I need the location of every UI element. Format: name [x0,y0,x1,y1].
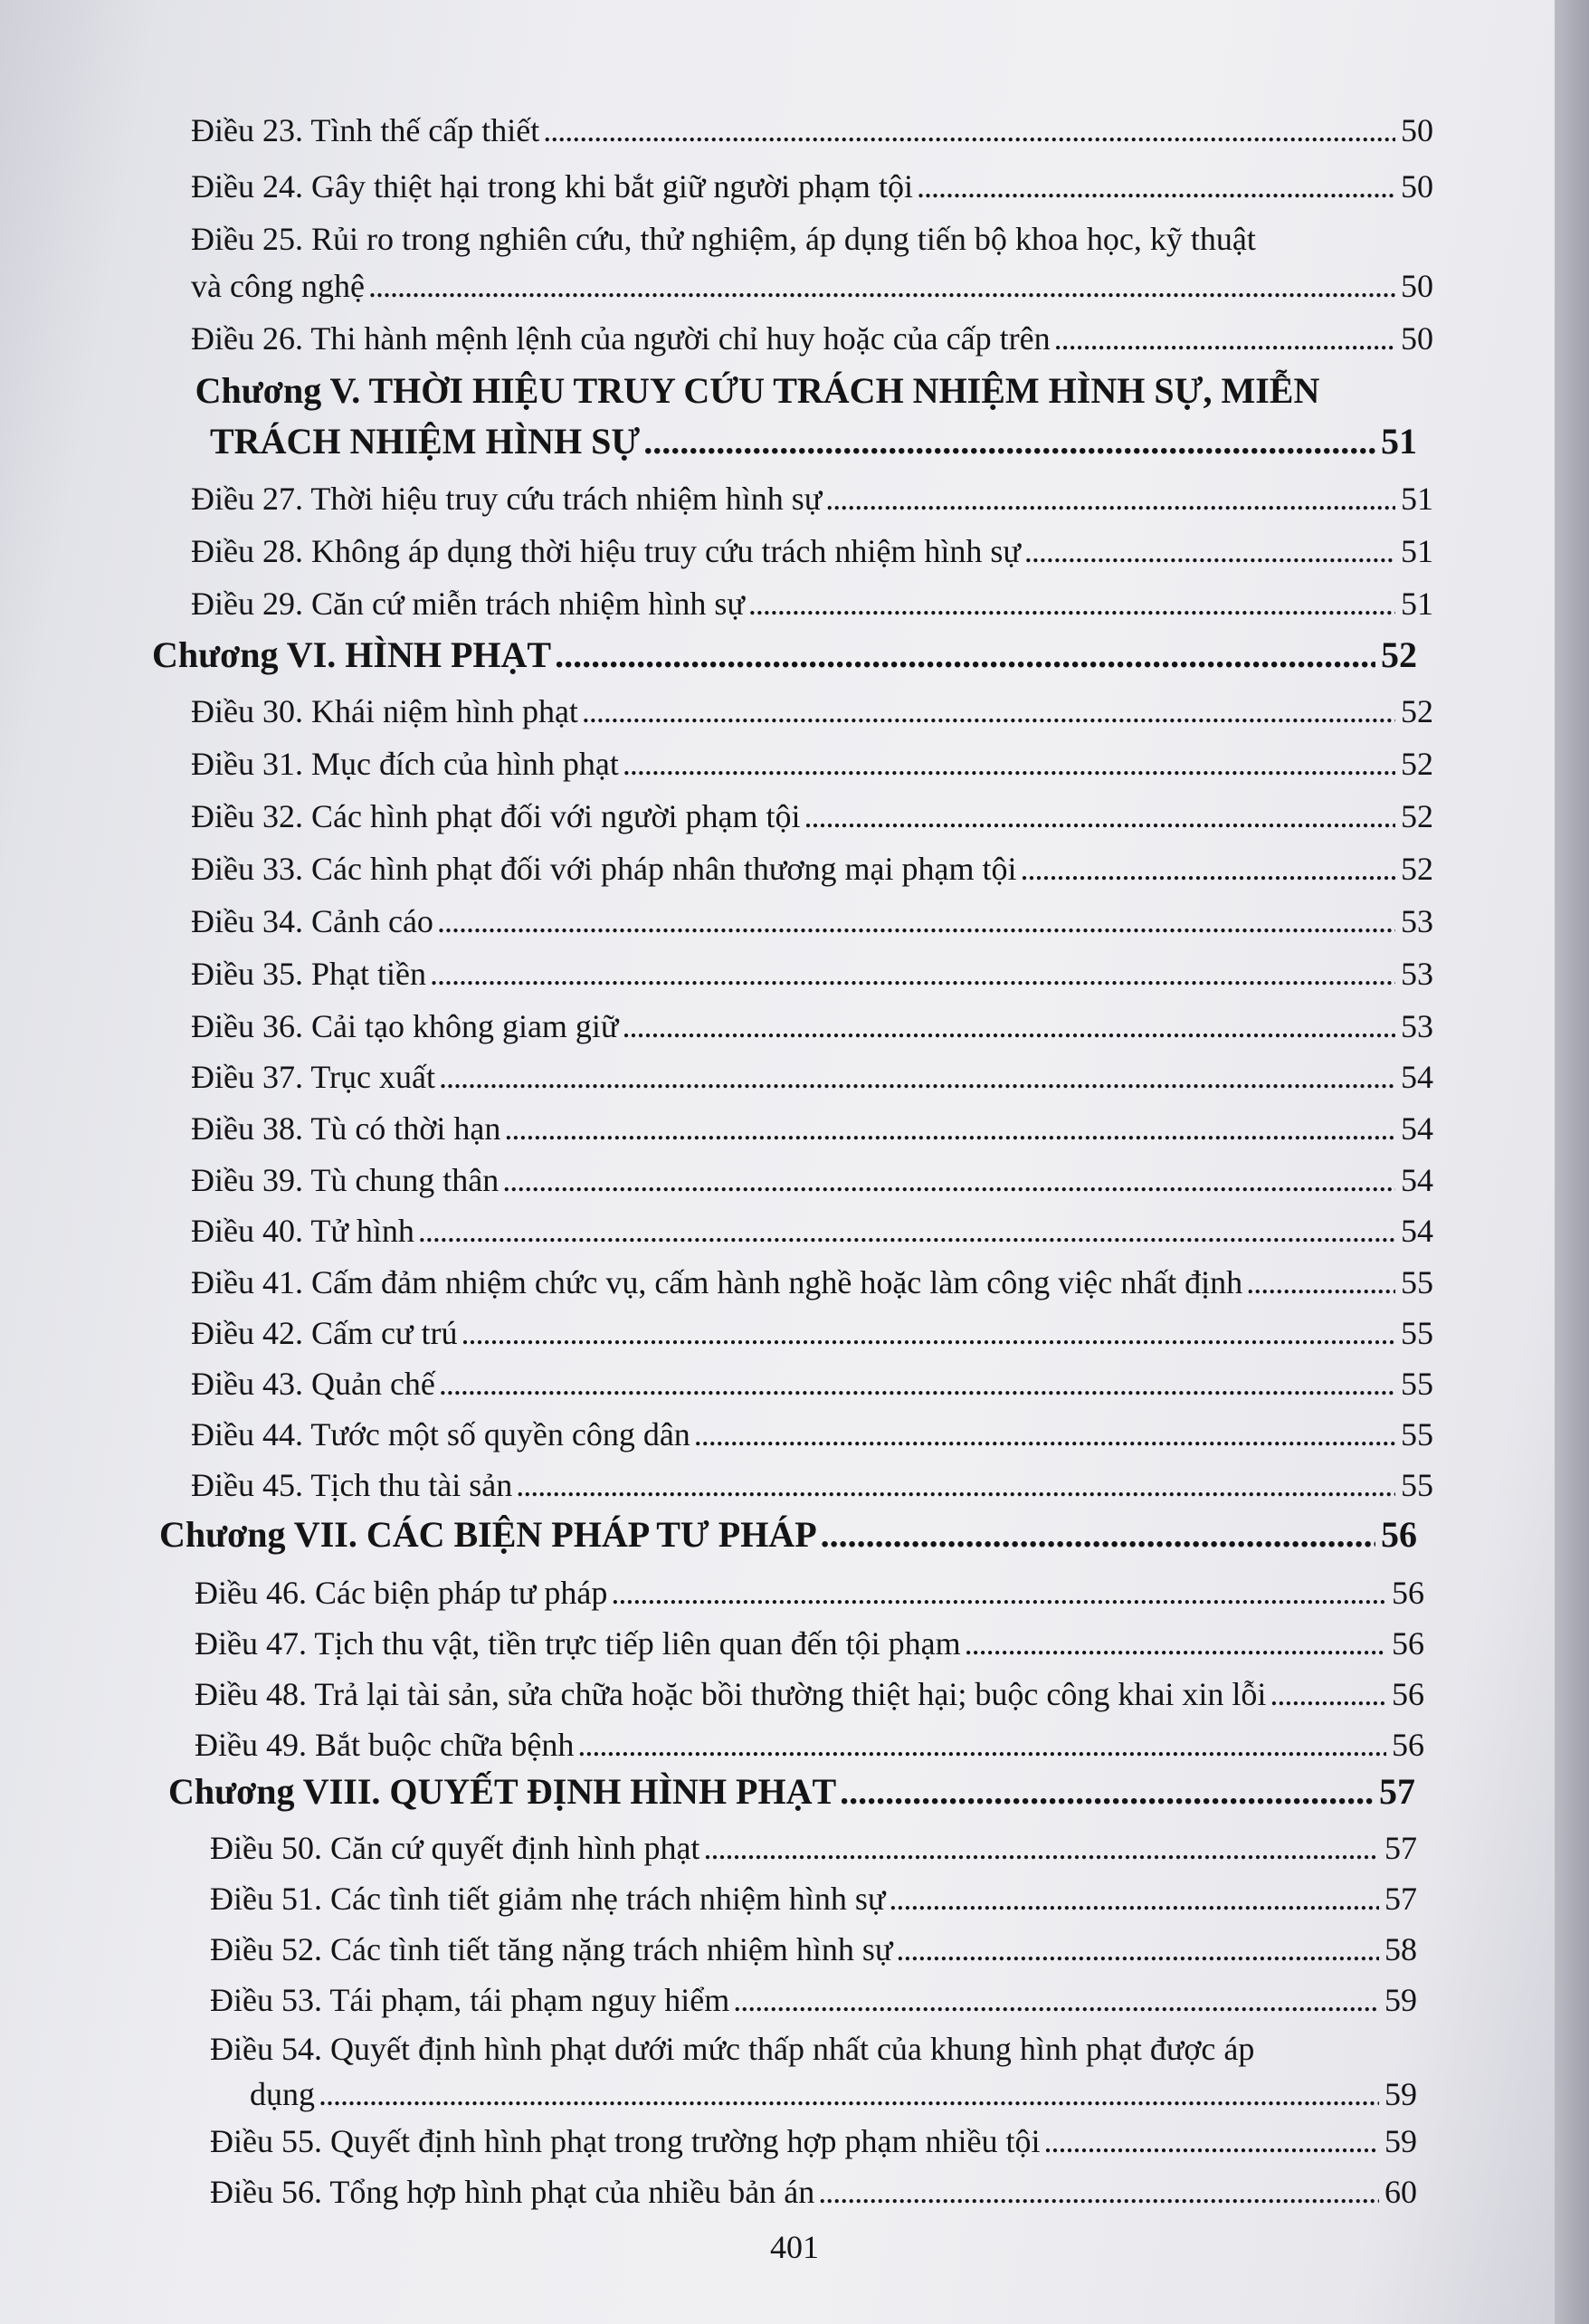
toc-label: dụng [250,2076,315,2112]
toc-page-number: 56 [1392,1727,1424,1763]
toc-entry-art47[interactable] [195,1622,1424,1665]
toc-entry-art25-line1[interactable] [191,217,1433,261]
toc-label: Điều 24. Gây thiệt hại trong khi bắt giữ người phạm tội [191,168,913,205]
toc-page-number: 52 [1401,746,1433,782]
toc-page-number: 57 [1384,1830,1417,1866]
toc-entry-art46[interactable] [195,1571,1424,1614]
toc-page-number: 54 [1401,1162,1433,1198]
toc-page-number: 50 [1401,112,1433,148]
page-edge [1555,0,1589,2324]
toc-page-number: 51 [1401,481,1433,517]
toc-page-number: 56 [1381,1514,1417,1555]
chapter-title: TRÁCH NHIỆM HÌNH SỰ [210,421,641,462]
toc-page-number: 52 [1401,798,1433,834]
toc-page-number: 58 [1384,1931,1417,1967]
toc-entry-art34[interactable] [191,900,1433,943]
toc-page-number: 52 [1401,851,1433,887]
chapter-title: Chương VII. CÁC BIỆN PHÁP TƯ PHÁP [159,1514,817,1555]
toc-chapter-5[interactable] [210,420,1417,463]
toc-page-number: 56 [1392,1575,1424,1611]
toc-entry-art49[interactable] [195,1723,1424,1767]
leader-dots [622,1005,1395,1048]
toc-label: và công nghệ [191,268,365,304]
toc-entry-art39[interactable] [191,1158,1433,1202]
toc-page-number: 57 [1384,1881,1417,1917]
leader-dots [896,1928,1379,1971]
toc-label: Điều 50. Căn cứ quyết định hình phạt [210,1830,700,1866]
toc-label: Điều 45. Tịch thu tài sản [191,1467,513,1503]
toc-page-number: 53 [1401,956,1433,992]
leader-dots [461,1311,1395,1355]
toc-page-number: 52 [1401,693,1433,729]
leader-dots [577,1723,1386,1767]
toc-page-number: 52 [1381,634,1417,675]
leader-dots [840,1770,1374,1814]
toc-page-number: 55 [1401,1264,1433,1300]
toc-entry-art56[interactable] [210,2170,1417,2214]
leader-dots [543,109,1395,152]
toc-label: Điều 28. Không áp dụng thời hiệu truy cứu trách nhiệm hình sự [191,533,1021,569]
toc-chapter-7[interactable] [159,1513,1417,1557]
toc-label: Điều 39. Tù chung thân [191,1162,500,1198]
toc-label: Điều 29. Căn cứ miễn trách nhiệm hình sự [191,586,745,622]
toc-label: Điều 56. Tổng hợp hình phạt của nhiều bản án [210,2174,815,2210]
toc-page-number: 51 [1381,421,1417,462]
toc-entry-art50[interactable] [210,1826,1417,1870]
leader-dots [825,477,1395,520]
leader-dots [430,952,1395,995]
toc-label: Điều 31. Mục đích của hình phạt [191,746,619,782]
leader-dots [804,795,1395,838]
toc-page-number: 60 [1384,2174,1417,2210]
leader-dots [1020,847,1395,891]
chapter-title: Chương VIII. QUYẾT ĐỊNH HÌNH PHẠT [168,1771,837,1812]
toc-page-number: 50 [1401,320,1433,357]
toc-page-number: 50 [1401,168,1433,205]
toc-page-number: 56 [1392,1676,1424,1712]
toc-page-number: 54 [1401,1059,1433,1095]
leader-dots [439,1055,1395,1099]
toc-label: Điều 55. Quyết định hình phạt trong trường hợp phạm nhiều tội [210,2123,1041,2159]
toc-entry-art30[interactable] [191,690,1433,733]
leader-dots [889,1877,1379,1920]
toc-label: Điều 27. Thời hiệu truy cứu trách nhiệm hình sự [191,481,823,517]
leader-dots [965,1622,1386,1665]
leader-dots [1270,1672,1386,1716]
toc-label: Điều 40. Tử hình [191,1213,414,1249]
toc-entry-art38[interactable] [191,1107,1433,1150]
toc-entry-art36[interactable] [191,1005,1433,1048]
toc-entry-art55[interactable] [210,2119,1417,2163]
toc-page-number: 59 [1384,2123,1417,2159]
toc-page-number: 54 [1401,1213,1433,1249]
toc-label: Điều 36. Cải tạo không giam giữ [191,1008,619,1044]
toc-page-number: 57 [1379,1771,1415,1812]
toc-page-number: 56 [1392,1625,1424,1662]
toc-entry-art53[interactable] [210,1978,1417,2022]
toc-label: Điều 42. Cấm cư trú [191,1315,458,1351]
toc-label: Điều 33. Các hình phạt đối với pháp nhân thương mại phạm tội [191,851,1017,887]
leader-dots [917,165,1395,208]
toc-chapter-6[interactable] [152,633,1417,677]
toc-entry-art26[interactable] [191,317,1433,360]
leader-dots [818,2170,1379,2214]
toc-page-number: 59 [1384,1982,1417,2018]
leader-dots [418,1209,1395,1252]
leader-dots [1024,529,1395,573]
leader-dots [1054,317,1395,360]
toc-entry-art54[interactable] [250,2072,1417,2116]
toc-label: Điều 25. Rủi ro trong nghiên cứu, thử nghiệm, áp dụng tiến bộ khoa học, kỹ thuật [191,221,1256,257]
leader-dots [733,1978,1379,2022]
leader-dots [821,1513,1375,1557]
page-number-footer: 401 [770,2229,819,2265]
toc-entry-art48[interactable] [195,1672,1424,1716]
toc-entry-art32[interactable] [191,795,1433,838]
toc-label: Điều 43. Quản chế [191,1366,435,1402]
toc-label: Điều 47. Tịch thu vật, tiền trực tiếp liên quan đến tội phạm [195,1625,961,1662]
leader-dots [516,1463,1395,1507]
leader-dots [502,1158,1395,1202]
leader-dots [643,420,1375,463]
leader-dots [437,900,1395,943]
toc-entry-art25[interactable] [191,264,1433,308]
toc-entry-art31[interactable] [191,742,1433,786]
leader-dots [555,633,1375,677]
toc-entry-art24[interactable] [191,165,1433,208]
leader-dots [703,1826,1379,1870]
toc-label: Điều 35. Phạt tiền [191,956,426,992]
toc-label: Điều 54. Quyết định hình phạt dưới mức thấp nhất của khung hình phạt được áp [210,2031,1255,2067]
toc-label: Điều 44. Tước một số quyền công dân [191,1416,690,1452]
leader-dots [582,690,1395,733]
toc-label: Điều 41. Cấm đảm nhiệm chức vụ, cấm hành nghề hoặc làm công việc nhất định [191,1264,1243,1300]
toc-page-number: 55 [1401,1315,1433,1351]
toc-page-number: 59 [1384,2076,1417,2112]
toc-chapter-5-line1[interactable] [152,369,1363,413]
toc-label: Điều 46. Các biện pháp tư pháp [195,1575,608,1611]
toc-entry-art44[interactable] [191,1413,1433,1456]
chapter-title: Chương V. THỜI HIỆU TRUY CỨU TRÁCH NHIỆM HÌNH SỰ, MIỄN [195,370,1320,411]
toc-entry-art45[interactable] [191,1463,1433,1507]
toc-label: Điều 48. Trả lại tài sản, sửa chữa hoặc bồi thường thiệt hại; buộc công khai xin lỗi [195,1676,1267,1712]
leader-dots [611,1571,1386,1614]
toc-label: Điều 32. Các hình phạt đối với người phạm tội [191,798,801,834]
toc-entry-art42[interactable] [191,1311,1433,1355]
chapter-title: Chương VI. HÌNH PHẠT [152,634,552,675]
leader-dots [368,264,1395,308]
toc-entry-art43[interactable] [191,1362,1433,1405]
toc-entry-art23[interactable] [191,109,1433,152]
toc-entry-art54-line1[interactable] [210,2027,1417,2071]
toc-page-number: 51 [1401,586,1433,622]
leader-dots [623,742,1395,786]
toc-page-number: 55 [1401,1416,1433,1452]
toc-page-number: 53 [1401,1008,1433,1044]
toc-page-number: 51 [1401,533,1433,569]
toc-entry-art27[interactable] [191,477,1433,520]
toc-label: Điều 37. Trục xuất [191,1059,435,1095]
toc-label: Điều 30. Khái niệm hình phạt [191,693,578,729]
toc-label: Điều 49. Bắt buộc chữa bệnh [195,1727,575,1763]
toc-label: Điều 34. Cảnh cáo [191,903,433,939]
toc-entry-art40[interactable] [191,1209,1433,1252]
toc-entry-art41[interactable] [191,1261,1433,1304]
toc-entry-art51[interactable] [210,1877,1417,1920]
leader-dots [1043,2119,1379,2163]
toc-page-number: 50 [1401,268,1433,304]
leader-dots [504,1107,1395,1150]
toc-entry-art37[interactable] [191,1055,1433,1099]
toc-chapter-8[interactable] [168,1770,1415,1814]
toc-entry-art52[interactable] [210,1928,1417,1971]
leader-dots [748,582,1395,625]
toc-entry-art29[interactable] [191,582,1433,625]
toc-label: Điều 53. Tái phạm, tái phạm nguy hiểm [210,1982,730,2018]
toc-entry-art35[interactable] [191,952,1433,995]
toc-page-number: 54 [1401,1110,1433,1147]
leader-dots [439,1362,1395,1405]
toc-label: Điều 51. Các tình tiết giảm nhẹ trách nhiệm hình sự [210,1881,886,1917]
leader-dots [1246,1261,1395,1304]
leader-dots [319,2072,1379,2116]
toc-entry-art28[interactable] [191,529,1433,573]
toc-label: Điều 26. Thi hành mệnh lệnh của người chỉ huy hoặc của cấp trên [191,320,1051,357]
leader-dots [694,1413,1395,1456]
toc-page-number: 53 [1401,903,1433,939]
toc-label: Điều 52. Các tình tiết tăng nặng trách nhiệm hình sự [210,1931,893,1967]
toc-label: Điều 38. Tù có thời hạn [191,1110,501,1147]
toc-page-number: 55 [1401,1467,1433,1503]
toc-page-number: 55 [1401,1366,1433,1402]
toc-entry-art33[interactable] [191,847,1433,891]
toc-label: Điều 23. Tình thế cấp thiết [191,112,540,148]
